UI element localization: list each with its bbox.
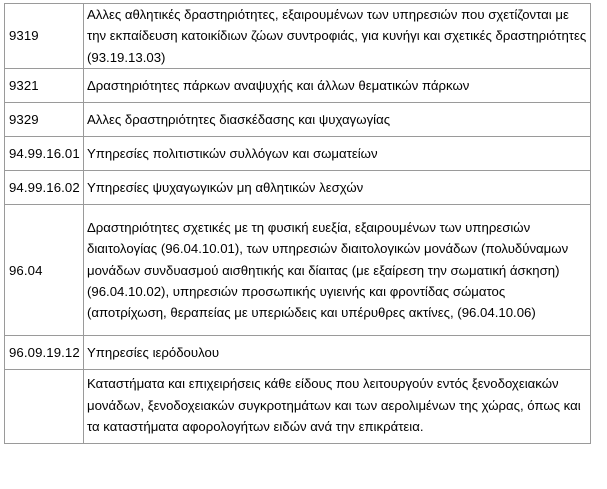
activity-code-cell: 9319	[5, 4, 84, 69]
activity-code-cell: 9321	[5, 69, 84, 103]
activity-codes-table	[4, 3, 591, 444]
table-row	[5, 370, 591, 444]
activity-description-cell: Αλλες αθλητικές δραστηριότητες, εξαιρουμένων των υπηρεσιών που σχετίζονται με την εκπαίδευση κατοικίδιων ζώων συντροφιάς, για κυνήγι και σχετικές δραστηριότητες (93.19.13.03)	[84, 4, 591, 69]
activity-code-cell: 96.09.19.12	[5, 336, 84, 370]
activity-code-cell	[5, 370, 84, 444]
table-row	[5, 69, 591, 103]
activity-code-cell: 9329	[5, 103, 84, 137]
table-row	[5, 103, 591, 137]
activity-description-cell: Δραστηριότητες σχετικές με τη φυσική ευεξία, εξαιρουμένων των υπηρεσιών διαιτολογίας (96.04.10.01), των υπηρεσιών διαιτολογικών μονάδων (πολυδύναμων μονάδων συνδυασμού αισθητικής και δίαιτας (με εξαίρεση την σωματική άσκηση) (96.04.10.02), υπηρεσιών προσωπικής υγιεινής και φροντίδας σώματος (αποτρίχωση, θεραπείας με υπεριώδεις και υπέρυθρες ακτίνες, (96.04.10.06)	[84, 205, 591, 336]
activity-code-cell: 94.99.16.01	[5, 137, 84, 171]
activity-description-cell: Καταστήματα και επιχειρήσεις κάθε είδους που λειτουργούν εντός ξενοδοχειακών μονάδων, ξενοδοχειακών συγκροτημάτων και των αερολιμένων της χώρας, όπως και τα καταστήματα αφορολογήτων ειδών ανά την επικράτεια.	[84, 370, 591, 444]
activity-description-cell: Υπηρεσίες πολιτιστικών συλλόγων και σωματείων	[84, 137, 591, 171]
activity-description-cell: Υπηρεσίες ιερόδουλου	[84, 336, 591, 370]
activity-description-cell: Αλλες δραστηριότητες διασκέδασης και ψυχαγωγίας	[84, 103, 591, 137]
table-row	[5, 205, 591, 336]
activity-code-cell: 96.04	[5, 205, 84, 336]
table-row	[5, 336, 591, 370]
activity-description-cell: Υπηρεσίες ψυχαγωγικών μη αθλητικών λεσχών	[84, 171, 591, 205]
activity-description-cell: Δραστηριότητες πάρκων αναψυχής και άλλων θεματικών πάρκων	[84, 69, 591, 103]
table-row	[5, 171, 591, 205]
activity-code-cell: 94.99.16.02	[5, 171, 84, 205]
table-row	[5, 4, 591, 69]
table-row	[5, 137, 591, 171]
